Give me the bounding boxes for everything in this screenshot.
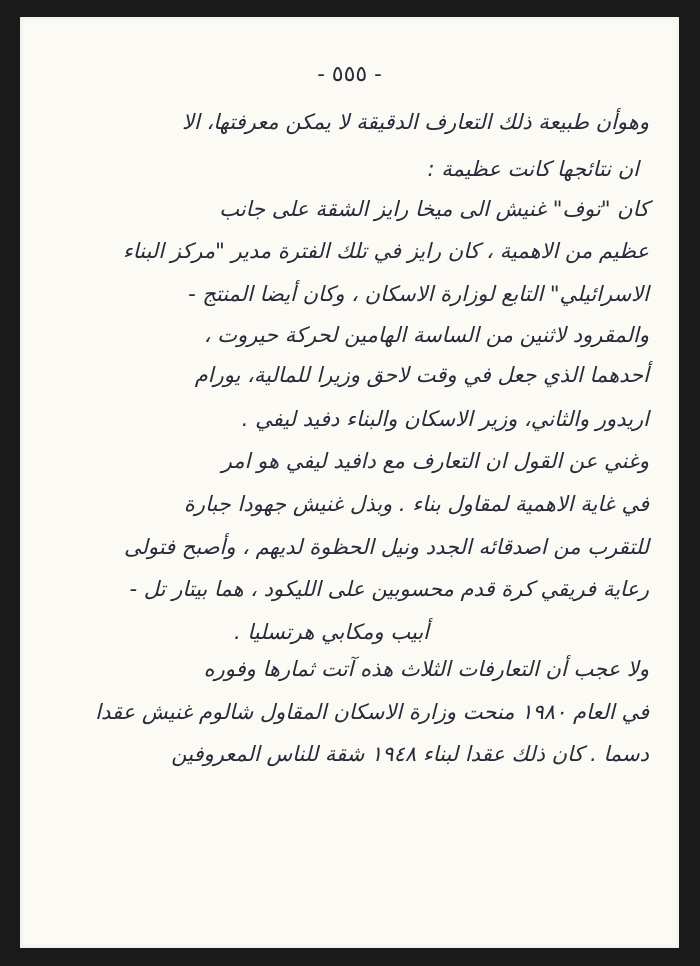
text-line: والمقرود لاثنين من الساسة الهامين لحركة حيروت ، [203,323,649,347]
text-line: أبيب ومكابي هرتسليا . [234,620,429,644]
text-line: ولا عجب أن التعارفات الثلاث هذه آتت ثمارها وفوره [203,657,649,681]
text-line: وهوأن طبيعة ذلك التعارف الدقيقة لا يمكن معرفتها، الا [181,110,649,134]
text-line: في العام ١٩٨٠ منحت وزارة الاسكان المقاول شالوم غنيش عقدا [95,700,649,724]
text-line: عظيم من الاهمية ، كان رايز في تلك الفترة مدير "مركز البناء [122,239,649,263]
text-line: كان "توف" غنيش الى ميخا رايز الشقة على جانب [219,197,649,221]
document-page [20,17,679,948]
text-line: في غاية الاهمية لمقاول بناء . وبذل غنيش جهودا جبارة [183,492,649,516]
text-line: رعاية فريقي كرة قدم محسوبين على الليكود ، هما بيتار تل - [129,577,649,601]
text-line: ان نتائجها كانت عظيمة : [427,157,639,181]
page-number: - ٥٥٥ - [317,62,382,87]
text-line: اريدور والثاني، وزير الاسكان والبناء دفيد ليفي . [241,407,649,431]
text-line: أحدهما الذي جعل في وقت لاحق وزيرا للمالية، يورام [194,363,649,387]
text-line: دسما . كان ذلك عقدا لبناء ١٩٤٨ شقة للناس المعروفين [171,742,649,766]
text-line: للتقرب من اصدقائه الجدد ونيل الحظوة لديهم ، وأصبح فتولى [124,535,649,559]
text-line: وغني عن القول ان التعارف مع دافيد ليفي هو امر [221,449,649,473]
text-line: الاسرائيلي" التابع لوزارة الاسكان ، وكان أيضا المنتج - [188,282,649,306]
